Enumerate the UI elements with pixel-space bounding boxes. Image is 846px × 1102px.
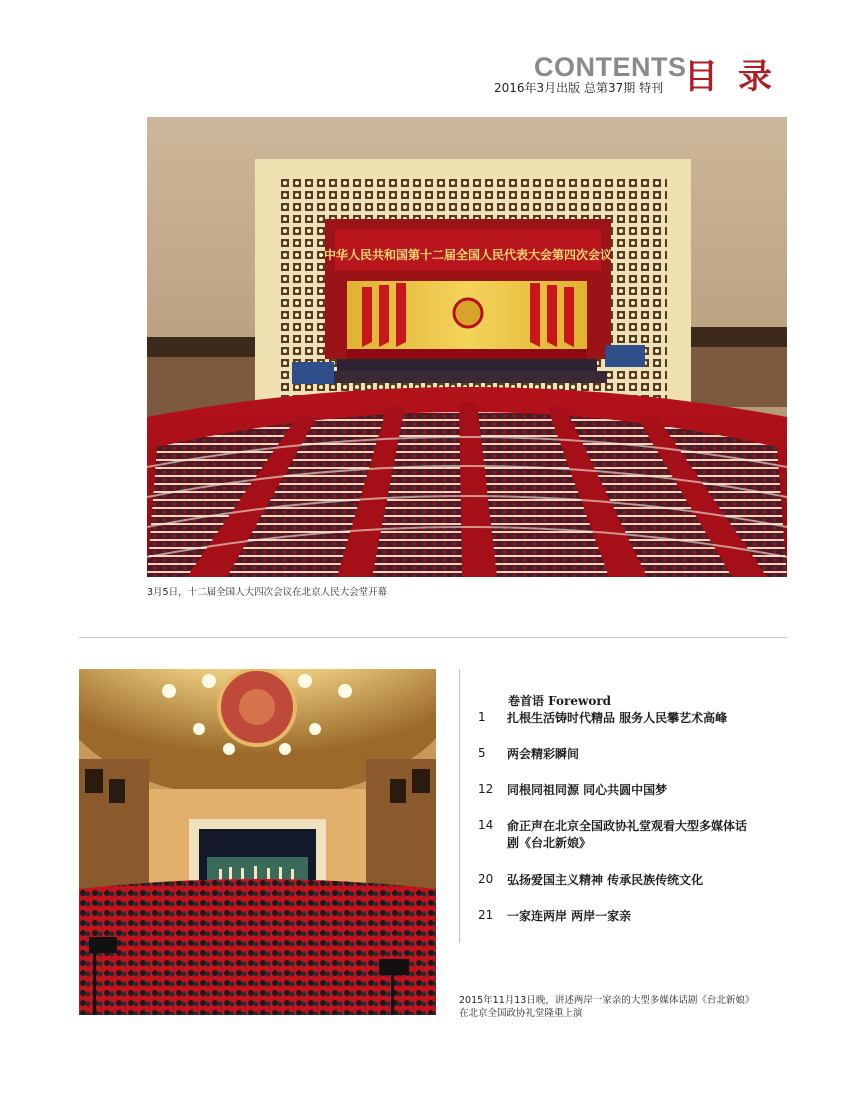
toc-page-number: 14 (478, 818, 494, 832)
toc-title: 弘扬爱国主义精神 传承民族传统文化 (507, 873, 704, 887)
toc-title: 两会精彩瞬间 (507, 747, 580, 761)
toc-title: 俞正声在北京全国政协礼堂观看大型多媒体话剧《台北新娘》 (507, 819, 748, 850)
toc-page-number: 1 (478, 710, 486, 724)
photo2-caption-line2: 在北京全国政协礼堂隆重上演 (459, 1008, 583, 1019)
foreword-heading: 卷首语 Foreword (508, 694, 612, 708)
toc-title: 同根同祖同源 同心共圆中国梦 (507, 783, 668, 797)
photo1-caption: 3月5日，十二届全国人大四次会议在北京人民大会堂开幕 (147, 587, 388, 598)
national-emblem-icon (454, 299, 482, 327)
great-hall-photo (147, 117, 787, 577)
toc-page-number: 20 (478, 872, 494, 886)
toc-page-number: 12 (478, 782, 494, 796)
photo2-caption-line1: 2015年11月13日晚，讲述两岸一家亲的大型多媒体话剧《台北新娘》 (459, 995, 755, 1006)
cppcc-auditorium-photo (79, 669, 436, 1015)
banner-text: 中华人民共和国第十二届全国人民代表大会第四次会议 (323, 248, 613, 262)
toc-title: 扎根生活铸时代精品 服务人民攀艺术高峰 (507, 711, 728, 725)
contents-heading: CONTENTS (534, 52, 687, 82)
toc-page-number: 5 (478, 746, 486, 760)
toc-rule (459, 669, 460, 943)
page-title: 目录 (684, 57, 792, 97)
toc-page-number: 21 (478, 908, 494, 922)
photo2-caption (459, 994, 799, 1020)
section-divider (79, 637, 787, 638)
issue-info: 2016年3月出版 总第37期 特刊 (494, 81, 664, 95)
toc-title: 一家连两岸 两岸一家亲 (507, 909, 632, 923)
